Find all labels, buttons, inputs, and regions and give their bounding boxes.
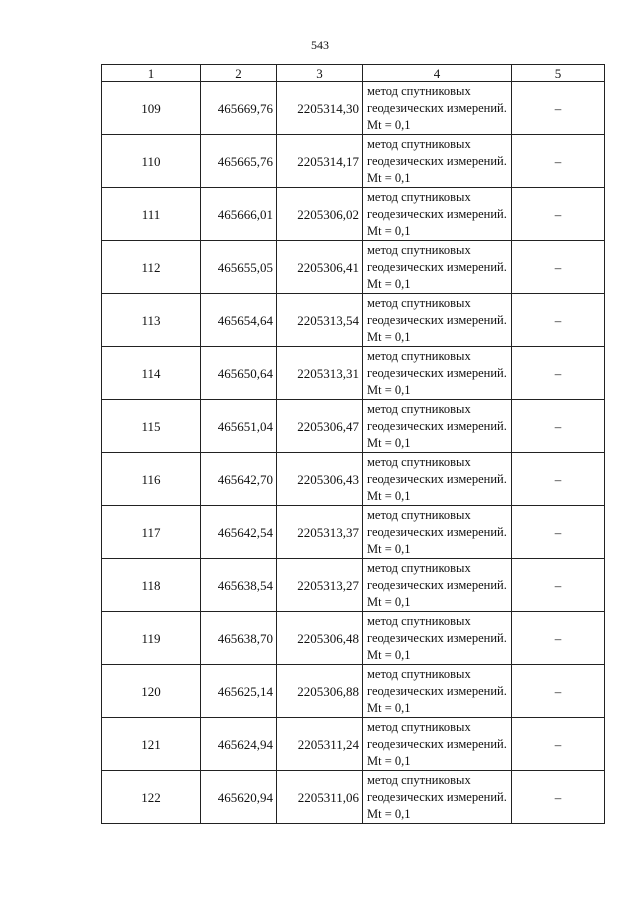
page-number: 543 xyxy=(311,38,329,52)
x-coordinate-cell: 465654,64 xyxy=(201,294,277,347)
table-row xyxy=(102,188,605,241)
note-cell: – xyxy=(512,612,605,665)
y-coordinate-cell: 2205306,41 xyxy=(277,241,363,294)
x-coordinate-cell: 465642,70 xyxy=(201,453,277,506)
y-coordinate-cell: 2205313,54 xyxy=(277,294,363,347)
x-coordinate-cell: 465638,70 xyxy=(201,612,277,665)
table-row xyxy=(102,665,605,718)
y-coordinate-cell: 2205306,43 xyxy=(277,453,363,506)
x-coordinate-cell: 465655,05 xyxy=(201,241,277,294)
x-coordinate-cell: 465624,94 xyxy=(201,718,277,771)
y-coordinate-cell: 2205306,02 xyxy=(277,188,363,241)
y-coordinate-cell: 2205314,17 xyxy=(277,135,363,188)
point-number-cell: 118 xyxy=(102,559,201,612)
column-header-4: 4 xyxy=(363,65,512,82)
point-number-cell: 111 xyxy=(102,188,201,241)
method-cell: метод спутниковых геодезических измерений. Mt = 0,1 xyxy=(363,188,512,241)
method-cell: метод спутниковых геодезических измерений. Mt = 0,1 xyxy=(363,135,512,188)
method-cell: метод спутниковых геодезических измерений. Mt = 0,1 xyxy=(363,241,512,294)
method-cell: метод спутниковых геодезических измерений. Mt = 0,1 xyxy=(363,612,512,665)
point-number-cell: 121 xyxy=(102,718,201,771)
note-cell: – xyxy=(512,400,605,453)
point-number-cell: 122 xyxy=(102,771,201,824)
note-cell: – xyxy=(512,506,605,559)
table-row xyxy=(102,347,605,400)
y-coordinate-cell: 2205311,24 xyxy=(277,718,363,771)
method-cell: метод спутниковых геодезических измерений. Mt = 0,1 xyxy=(363,665,512,718)
x-coordinate-cell: 465666,01 xyxy=(201,188,277,241)
table-row xyxy=(102,506,605,559)
method-cell: метод спутниковых геодезических измерений. Mt = 0,1 xyxy=(363,771,512,824)
note-cell: – xyxy=(512,135,605,188)
table-row xyxy=(102,771,605,824)
table-body xyxy=(102,65,605,824)
note-cell: – xyxy=(512,718,605,771)
table-row xyxy=(102,135,605,188)
point-number-cell: 113 xyxy=(102,294,201,347)
x-coordinate-cell: 465651,04 xyxy=(201,400,277,453)
table-header-row xyxy=(102,65,605,82)
column-header-5: 5 xyxy=(512,65,605,82)
note-cell: – xyxy=(512,347,605,400)
y-coordinate-cell: 2205306,48 xyxy=(277,612,363,665)
x-coordinate-cell: 465620,94 xyxy=(201,771,277,824)
table-row xyxy=(102,612,605,665)
method-cell: метод спутниковых геодезических измерений. Mt = 0,1 xyxy=(363,400,512,453)
x-coordinate-cell: 465638,54 xyxy=(201,559,277,612)
y-coordinate-cell: 2205306,47 xyxy=(277,400,363,453)
method-cell: метод спутниковых геодезических измерений. Mt = 0,1 xyxy=(363,82,512,135)
note-cell: – xyxy=(512,665,605,718)
y-coordinate-cell: 2205314,30 xyxy=(277,82,363,135)
table-row xyxy=(102,294,605,347)
table-row xyxy=(102,559,605,612)
method-cell: метод спутниковых геодезических измерений. Mt = 0,1 xyxy=(363,347,512,400)
table-row xyxy=(102,241,605,294)
table-row xyxy=(102,718,605,771)
y-coordinate-cell: 2205313,27 xyxy=(277,559,363,612)
method-cell: метод спутниковых геодезических измерений. Mt = 0,1 xyxy=(363,718,512,771)
point-number-cell: 114 xyxy=(102,347,201,400)
y-coordinate-cell: 2205311,06 xyxy=(277,771,363,824)
y-coordinate-cell: 2205313,31 xyxy=(277,347,363,400)
point-number-cell: 117 xyxy=(102,506,201,559)
point-number-cell: 119 xyxy=(102,612,201,665)
x-coordinate-cell: 465650,64 xyxy=(201,347,277,400)
note-cell: – xyxy=(512,559,605,612)
method-cell: метод спутниковых геодезических измерений. Mt = 0,1 xyxy=(363,559,512,612)
point-number-cell: 115 xyxy=(102,400,201,453)
note-cell: – xyxy=(512,453,605,506)
y-coordinate-cell: 2205306,88 xyxy=(277,665,363,718)
table-row xyxy=(102,82,605,135)
column-header-1: 1 xyxy=(102,65,201,82)
column-header-3: 3 xyxy=(277,65,363,82)
point-number-cell: 120 xyxy=(102,665,201,718)
note-cell: – xyxy=(512,241,605,294)
x-coordinate-cell: 465625,14 xyxy=(201,665,277,718)
method-cell: метод спутниковых геодезических измерений. Mt = 0,1 xyxy=(363,294,512,347)
point-number-cell: 112 xyxy=(102,241,201,294)
table-row xyxy=(102,400,605,453)
note-cell: – xyxy=(512,82,605,135)
method-cell: метод спутниковых геодезических измерений. Mt = 0,1 xyxy=(363,453,512,506)
table-row xyxy=(102,453,605,506)
column-header-2: 2 xyxy=(201,65,277,82)
x-coordinate-cell: 465642,54 xyxy=(201,506,277,559)
note-cell: – xyxy=(512,294,605,347)
coordinates-table xyxy=(101,64,605,824)
note-cell: – xyxy=(512,771,605,824)
point-number-cell: 109 xyxy=(102,82,201,135)
y-coordinate-cell: 2205313,37 xyxy=(277,506,363,559)
note-cell: – xyxy=(512,188,605,241)
point-number-cell: 116 xyxy=(102,453,201,506)
x-coordinate-cell: 465669,76 xyxy=(201,82,277,135)
x-coordinate-cell: 465665,76 xyxy=(201,135,277,188)
method-cell: метод спутниковых геодезических измерений. Mt = 0,1 xyxy=(363,506,512,559)
point-number-cell: 110 xyxy=(102,135,201,188)
